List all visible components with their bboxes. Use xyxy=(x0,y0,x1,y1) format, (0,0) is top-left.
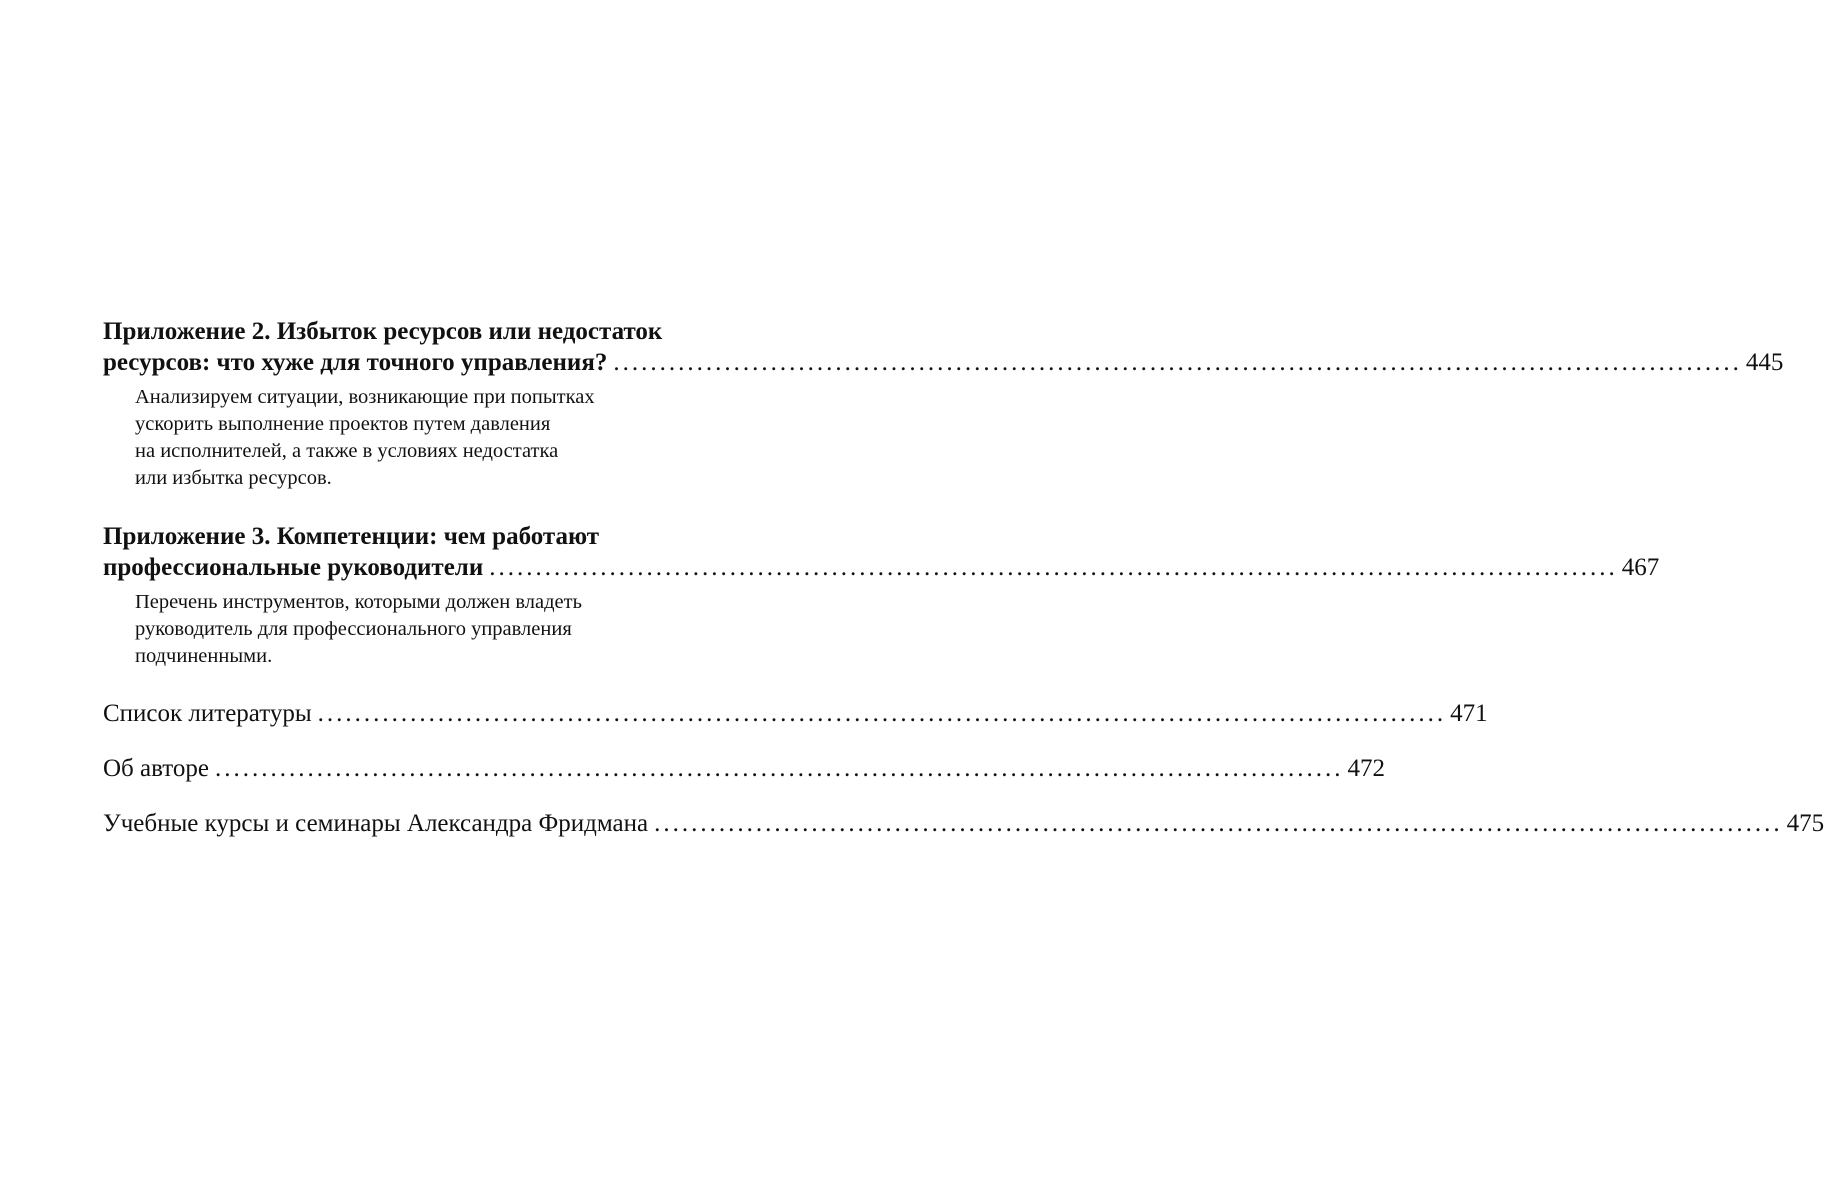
table-of-contents xyxy=(103,316,1824,839)
description-line: или избытка ресурсов. xyxy=(135,467,332,489)
toc-entry-title-line xyxy=(103,521,808,552)
toc-page-number: 475 xyxy=(1786,810,1824,837)
dot-leader: .......................................................................................................................... xyxy=(489,554,1618,581)
toc-page-number: 445 xyxy=(1745,349,1784,376)
toc-entry-title-line xyxy=(103,316,808,347)
toc-entry-title: Учебные курсы и семинары Александра Фридмана xyxy=(103,810,649,837)
toc-entry-title: Об авторе xyxy=(103,755,209,782)
toc-entry-title: Приложение 2. Избыток ресурсов или недостаток xyxy=(103,318,663,345)
description-line: на исполнителей, а также в условиях недостатка xyxy=(135,440,559,462)
description-line: Перечень инструментов, которыми должен владеть xyxy=(135,591,582,613)
toc-entry-appendix-3[interactable] xyxy=(103,521,1660,670)
toc-entry-title-line xyxy=(103,347,1784,378)
toc-page-number: 471 xyxy=(1450,700,1488,727)
toc-entry-title: профессиональные руководители xyxy=(103,554,484,581)
toc-entry-title-line xyxy=(103,552,1660,583)
dot-leader: .......................................................................................................................... xyxy=(613,349,1742,376)
dot-leader: .......................................................................................................................... xyxy=(317,700,1447,727)
toc-entry-courses[interactable] xyxy=(103,808,1824,839)
toc-entry-title: Приложение 3. Компетенции: чем работают xyxy=(103,523,600,550)
description-line: подчиненными. xyxy=(135,645,273,667)
toc-entry-appendix-2[interactable] xyxy=(103,316,1784,492)
toc-entry-title: Список литературы xyxy=(103,700,312,727)
toc-entry-description xyxy=(135,589,808,670)
dot-leader: .......................................................................................................................... xyxy=(654,810,1783,837)
dot-leader: .......................................................................................................................... xyxy=(215,755,1344,782)
toc-entry-title-line xyxy=(103,698,1488,729)
toc-entry-description xyxy=(135,384,808,492)
toc-page-number: 472 xyxy=(1347,755,1385,782)
description-line: ускорить выполнение проектов путем давления xyxy=(135,413,551,435)
toc-entry-literature[interactable] xyxy=(103,698,1488,729)
description-line: Анализируем ситуации, возникающие при попытках xyxy=(135,386,595,408)
toc-entry-title: ресурсов: что хуже для точного управления? xyxy=(103,349,608,376)
toc-entry-about-author[interactable] xyxy=(103,753,1385,784)
toc-entry-title-line xyxy=(103,808,1824,839)
toc-entry-title-line xyxy=(103,753,1385,784)
description-line: руководитель для профессионального управления xyxy=(135,618,572,640)
toc-page-number: 467 xyxy=(1621,554,1660,581)
